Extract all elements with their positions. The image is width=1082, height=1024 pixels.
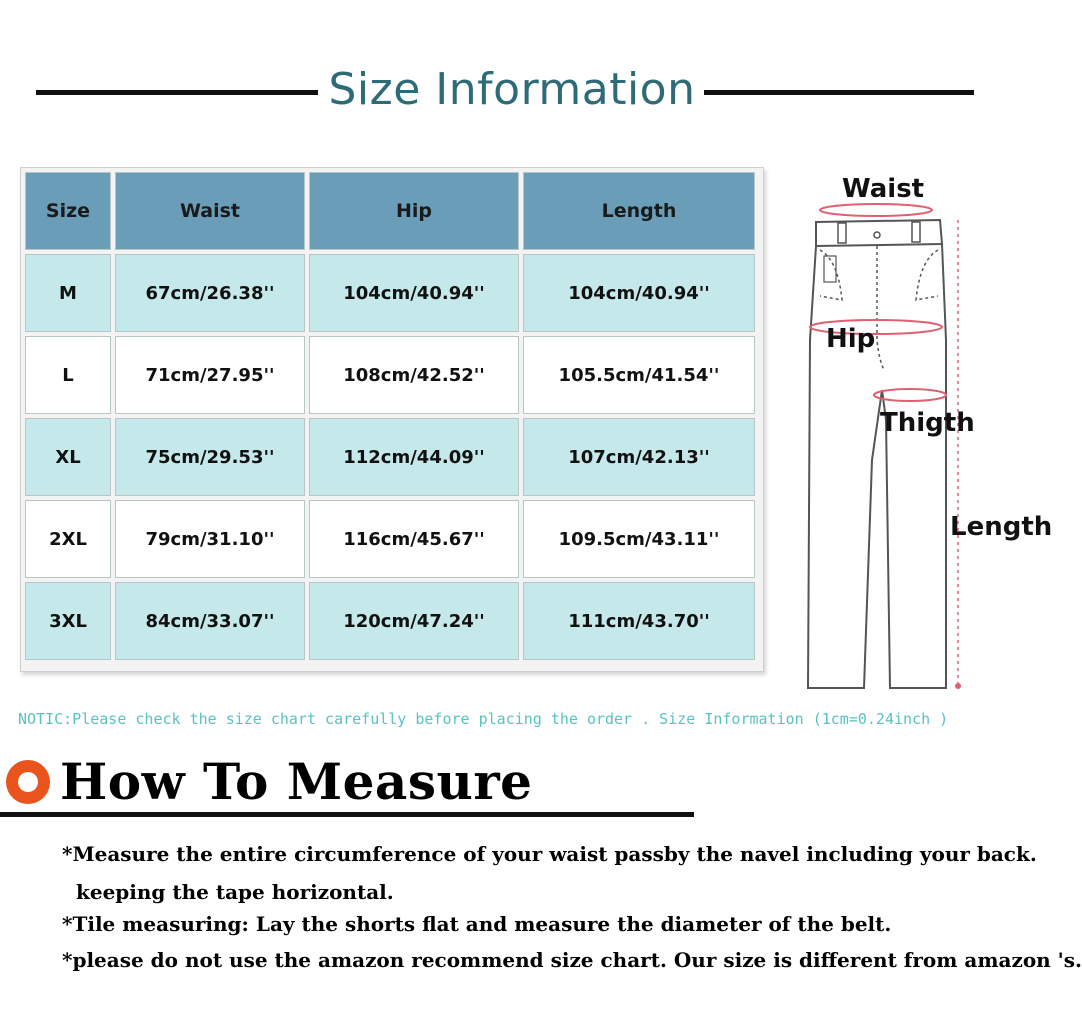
table-cell-size: XL xyxy=(25,418,111,496)
column-header-size: Size xyxy=(25,172,111,250)
thigh-label: Thigth xyxy=(880,408,975,438)
size-table xyxy=(20,167,764,672)
table-cell-length: 109.5cm/43.11'' xyxy=(523,500,755,578)
table-cell-waist: 75cm/29.53'' xyxy=(115,418,305,496)
table-cell-size: 2XL xyxy=(25,500,111,578)
hip-label: Hip xyxy=(826,324,876,354)
section-rule xyxy=(0,812,694,817)
how-to-measure-title: How To Measure xyxy=(60,752,533,811)
size-notice: NOTIC:Please check the size chart carefully before placing the order . Size Information (1cm=0.24inch ) xyxy=(18,710,949,728)
waist-label: Waist xyxy=(842,174,925,204)
table-cell-waist: 84cm/33.07'' xyxy=(115,582,305,660)
table-cell-size: 3XL xyxy=(25,582,111,660)
table-cell-length: 105.5cm/41.54'' xyxy=(523,336,755,414)
length-label: Length xyxy=(950,512,1053,542)
table-cell-hip: 108cm/42.52'' xyxy=(309,336,519,414)
circle-bullet-icon xyxy=(6,760,50,804)
table-cell-waist: 67cm/26.38'' xyxy=(115,254,305,332)
table-cell-waist: 71cm/27.95'' xyxy=(115,336,305,414)
table-cell-hip: 120cm/47.24'' xyxy=(309,582,519,660)
column-header-waist: Waist xyxy=(115,172,305,250)
pants-diagram xyxy=(780,160,1053,700)
table-cell-hip: 112cm/44.09'' xyxy=(309,418,519,496)
table-cell-length: 107cm/42.13'' xyxy=(523,418,755,496)
instruction-line: *Tile measuring: Lay the shorts flat and measure the diameter of the belt. xyxy=(62,912,892,936)
table-cell-hip: 104cm/40.94'' xyxy=(309,254,519,332)
table-cell-hip: 116cm/45.67'' xyxy=(309,500,519,578)
page-title: Size Information xyxy=(328,64,696,115)
column-header-length: Length xyxy=(523,172,755,250)
column-header-hip: Hip xyxy=(309,172,519,250)
instruction-line: keeping the tape horizontal. xyxy=(76,880,394,904)
table-cell-length: 104cm/40.94'' xyxy=(523,254,755,332)
table-cell-waist: 79cm/31.10'' xyxy=(115,500,305,578)
table-cell-length: 111cm/43.70'' xyxy=(523,582,755,660)
instruction-line: *please do not use the amazon recommend size chart. Our size is different from amazon 's. xyxy=(62,948,1082,972)
instruction-line: *Measure the entire circumference of your waist passby the navel including your back. xyxy=(62,842,1037,866)
table-cell-size: M xyxy=(25,254,111,332)
table-cell-size: L xyxy=(25,336,111,414)
